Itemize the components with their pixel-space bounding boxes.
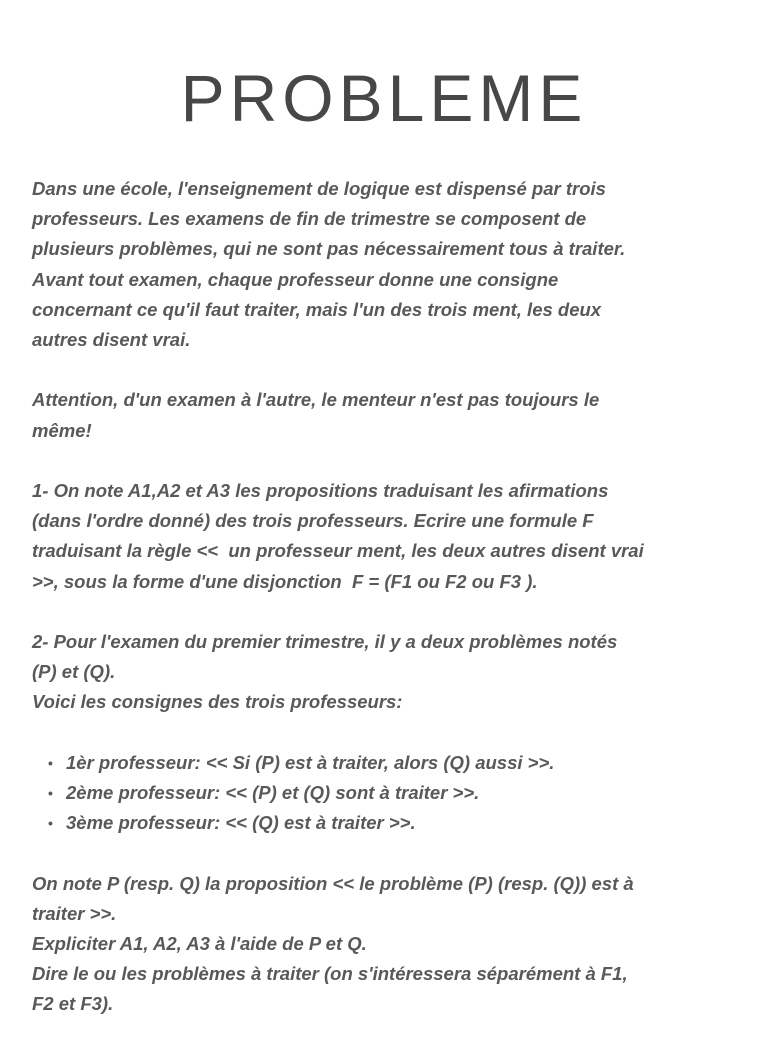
consignes-list <box>32 748 744 839</box>
page-title: PROBLEME <box>180 61 588 135</box>
problem-body <box>32 174 744 1050</box>
text-line: Voici les consignes des trois professeurs: <box>32 691 403 713</box>
bullet-icon: • <box>48 754 53 771</box>
bullet-icon: • <box>48 785 53 801</box>
text-line: Avant tout examen, chaque professeur donne une consigne <box>32 268 559 290</box>
text-line: Dire le ou les problèmes à traiter (on s'intéressera séparément à F1, <box>32 963 628 985</box>
consigne-text: 3ème professeur: << (Q) est à traiter >>. <box>66 812 416 834</box>
list-item <box>48 808 744 838</box>
text-line: (dans l'ordre donné) des trois professeurs. Ecrire une formule F <box>32 510 594 532</box>
text-line: plusieurs problèmes, qui ne sont pas nécessairement tous à traiter. <box>32 238 626 260</box>
text-line: >>, sous la forme d'une disjonction F = (F1 ou F2 ou F3 ). <box>32 570 538 592</box>
text-line: traiter >>. <box>32 902 117 924</box>
list-item <box>48 778 744 808</box>
text-line: concernant ce qu'il faut traiter, mais l'un des trois ment, les deux <box>32 298 602 320</box>
text-line: (P) et (Q). <box>32 661 116 683</box>
bullet-icon: • <box>48 815 53 832</box>
text-line: professeurs. Les examens de fin de trimestre se composent de <box>32 208 587 230</box>
list-item <box>48 748 744 778</box>
text-line: F2 et F3). <box>32 993 114 1015</box>
text-line: autres disent vrai. <box>32 329 191 351</box>
text-line: On note P (resp. Q) la proposition << le problème (P) (resp. (Q)) est à <box>32 872 634 894</box>
text-line: même! <box>32 419 92 441</box>
text-line: 2- Pour l'examen du premier trimestre, il y a deux problèmes notés <box>32 631 618 652</box>
text-line: Expliciter A1, A2, A3 à l'aide de P et Q. <box>32 933 367 954</box>
text-line: Dans une école, l'enseignement de logique est dispensé par trois <box>32 178 606 199</box>
final-paragraph <box>32 869 744 1020</box>
attention-paragraph <box>32 385 744 445</box>
text-line: Attention, d'un examen à l'autre, le menteur n'est pas toujours le <box>32 389 600 411</box>
text-line: 1- On note A1,A2 et A3 les propositions traduisant les afirmations <box>32 480 609 501</box>
question-1-paragraph <box>32 476 744 597</box>
text-line: traduisant la règle << un professeur ment, les deux autres disent vrai <box>32 540 644 562</box>
intro-paragraph <box>32 174 744 355</box>
question-2-paragraph <box>32 627 744 718</box>
consigne-text: 2ème professeur: << (P) et (Q) sont à traiter >>. <box>66 782 480 803</box>
consigne-text: 1èr professeur: << Si (P) est à traiter, alors (Q) aussi >>. <box>66 751 555 773</box>
